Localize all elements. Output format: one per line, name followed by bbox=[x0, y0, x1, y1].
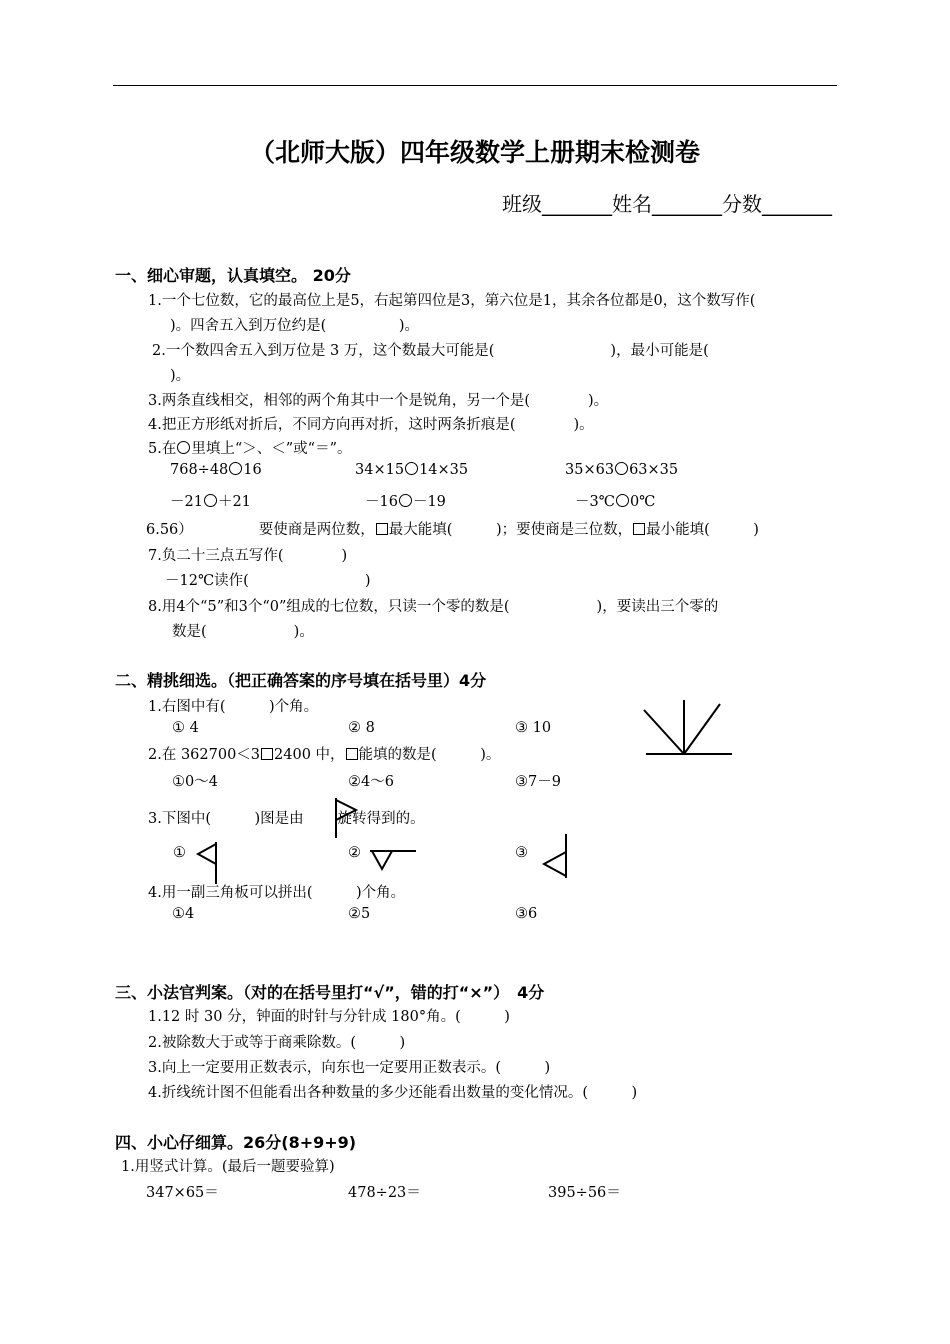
angle-rays-figure bbox=[640, 700, 735, 760]
s2-q2-option-1: ①0～4 bbox=[172, 774, 218, 790]
flag-icon bbox=[334, 798, 360, 840]
circle-icon bbox=[177, 441, 190, 454]
s2-q2: 2.在 362700＜3 2400 中， 能填的数是( )。 bbox=[148, 747, 501, 763]
compare-2: 34×15 14×35 bbox=[355, 462, 469, 478]
compare-5: －16 －19 bbox=[365, 494, 446, 510]
s1-q1-line1: 1.一个七位数，它的最高位上是5，右起第四位是3，第六位是1，其余各位都是0，这个数写作( bbox=[148, 293, 756, 309]
s4-q1: 1.用竖式计算。(最后一题要验算) bbox=[121, 1159, 335, 1175]
s4-expr-1: 347×65＝ bbox=[146, 1185, 219, 1201]
s3-item-1: 1.12 时 30 分，钟面的时针与分针成 180°角。( ) bbox=[148, 1009, 510, 1025]
student-info-line: 班级_______姓名_______分数_______ bbox=[502, 192, 832, 216]
s2-q2-option-2: ②4～6 bbox=[348, 774, 394, 790]
top-rule bbox=[113, 85, 837, 86]
s2-q3-option-3: ③ bbox=[515, 845, 528, 861]
circle-icon bbox=[615, 462, 628, 475]
section-2-heading: 二、精挑细选。（把正确答案的序号填在括号里）4分 bbox=[115, 671, 487, 690]
s1-q7-line2: －12℃读作( ) bbox=[165, 573, 371, 589]
s1-q8-line2: 数是( )。 bbox=[172, 624, 314, 640]
s1-q2-line1: 2.一个数四舍五入到万位是 3 万，这个数最大可能是( )，最小可能是( bbox=[152, 343, 709, 359]
s2-q3-option-1: ① bbox=[173, 845, 186, 861]
s1-q7-line1: 7.负二十三点五写作( ) bbox=[148, 548, 348, 564]
s2-q4: 4.用一副三角板可以拼出( )个角。 bbox=[148, 885, 406, 901]
compare-6: －3℃ 0℃ bbox=[575, 494, 656, 510]
circle-icon bbox=[204, 494, 217, 507]
s2-q2-option-3: ③7－9 bbox=[515, 774, 561, 790]
compare-4: －21 ＋21 bbox=[170, 494, 251, 510]
compare-1: 768÷48 16 bbox=[170, 462, 262, 478]
circle-icon bbox=[399, 494, 412, 507]
page-title: （北师大版）四年级数学上册期末检测卷 bbox=[249, 138, 700, 167]
s1-q8-line1: 8.用4个“5”和3个“0”组成的七位数，只读一个零的数是( )，要读出三个零的 bbox=[148, 599, 719, 615]
box-icon bbox=[376, 523, 388, 535]
s2-q1-option-1: ① 4 bbox=[172, 720, 199, 736]
s3-item-2: 2.被除数大于或等于商乘除数。( ) bbox=[148, 1035, 406, 1051]
s4-expr-3: 395÷56＝ bbox=[548, 1185, 621, 1201]
s2-q3-option-2: ② bbox=[348, 845, 361, 861]
box-icon bbox=[261, 748, 273, 760]
rotated-flag-icon-2 bbox=[370, 848, 418, 872]
s2-q4-option-2: ②5 bbox=[348, 906, 371, 922]
box-icon bbox=[633, 523, 645, 535]
s1-q3: 3.两条直线相交，相邻的两个角其中一个是锐角，另一个是( )。 bbox=[148, 393, 609, 409]
s2-q4-option-3: ③6 bbox=[515, 906, 538, 922]
s3-item-3: 3.向上一定要用正数表示，向东也一定要用正数表示。( ) bbox=[148, 1060, 551, 1076]
s2-q1-option-2: ② 8 bbox=[348, 720, 375, 736]
rotated-flag-icon-3 bbox=[542, 834, 570, 880]
s1-q2-line2: )。 bbox=[170, 368, 191, 384]
s1-q4: 4.把正方形纸对折后，不同方向再对折，这时两条折痕是( )。 bbox=[148, 417, 594, 433]
s1-q6: 6.56） 要使商是两位数， 最大能填( )；要使商是三位数， 最小能填( ) bbox=[146, 522, 759, 538]
rotated-flag-icon-1 bbox=[196, 842, 220, 886]
section-4-heading: 四、小心仔细算。26分(8+9+9) bbox=[115, 1133, 357, 1152]
s1-q5: 5.在 里填上“＞、＜”或“＝”。 bbox=[148, 441, 352, 457]
s2-q4-option-1: ①4 bbox=[172, 906, 195, 922]
s2-q3: 3.下图中( )图是由 旋转得到的。 bbox=[148, 811, 425, 827]
section-1-heading: 一、细心审题，认真填空。 20分 bbox=[115, 266, 351, 285]
section-3-heading: 三、小法官判案。（对的在括号里打“√”，错的打“×”） 4分 bbox=[115, 983, 545, 1002]
s2-q1-option-3: ③ 10 bbox=[515, 720, 552, 736]
s2-q1: 1.右图中有( )个角。 bbox=[148, 699, 319, 715]
box-icon bbox=[346, 748, 358, 760]
s1-q1-line2: )。四舍五入到万位约是( )。 bbox=[170, 318, 419, 334]
s4-expr-2: 478÷23＝ bbox=[348, 1185, 421, 1201]
circle-icon bbox=[405, 462, 418, 475]
compare-3: 35×63 63×35 bbox=[565, 462, 679, 478]
circle-icon bbox=[229, 462, 242, 475]
s3-item-4: 4.折线统计图不但能看出各种数量的多少还能看出数量的变化情况。( ) bbox=[148, 1085, 638, 1101]
circle-icon bbox=[616, 494, 629, 507]
